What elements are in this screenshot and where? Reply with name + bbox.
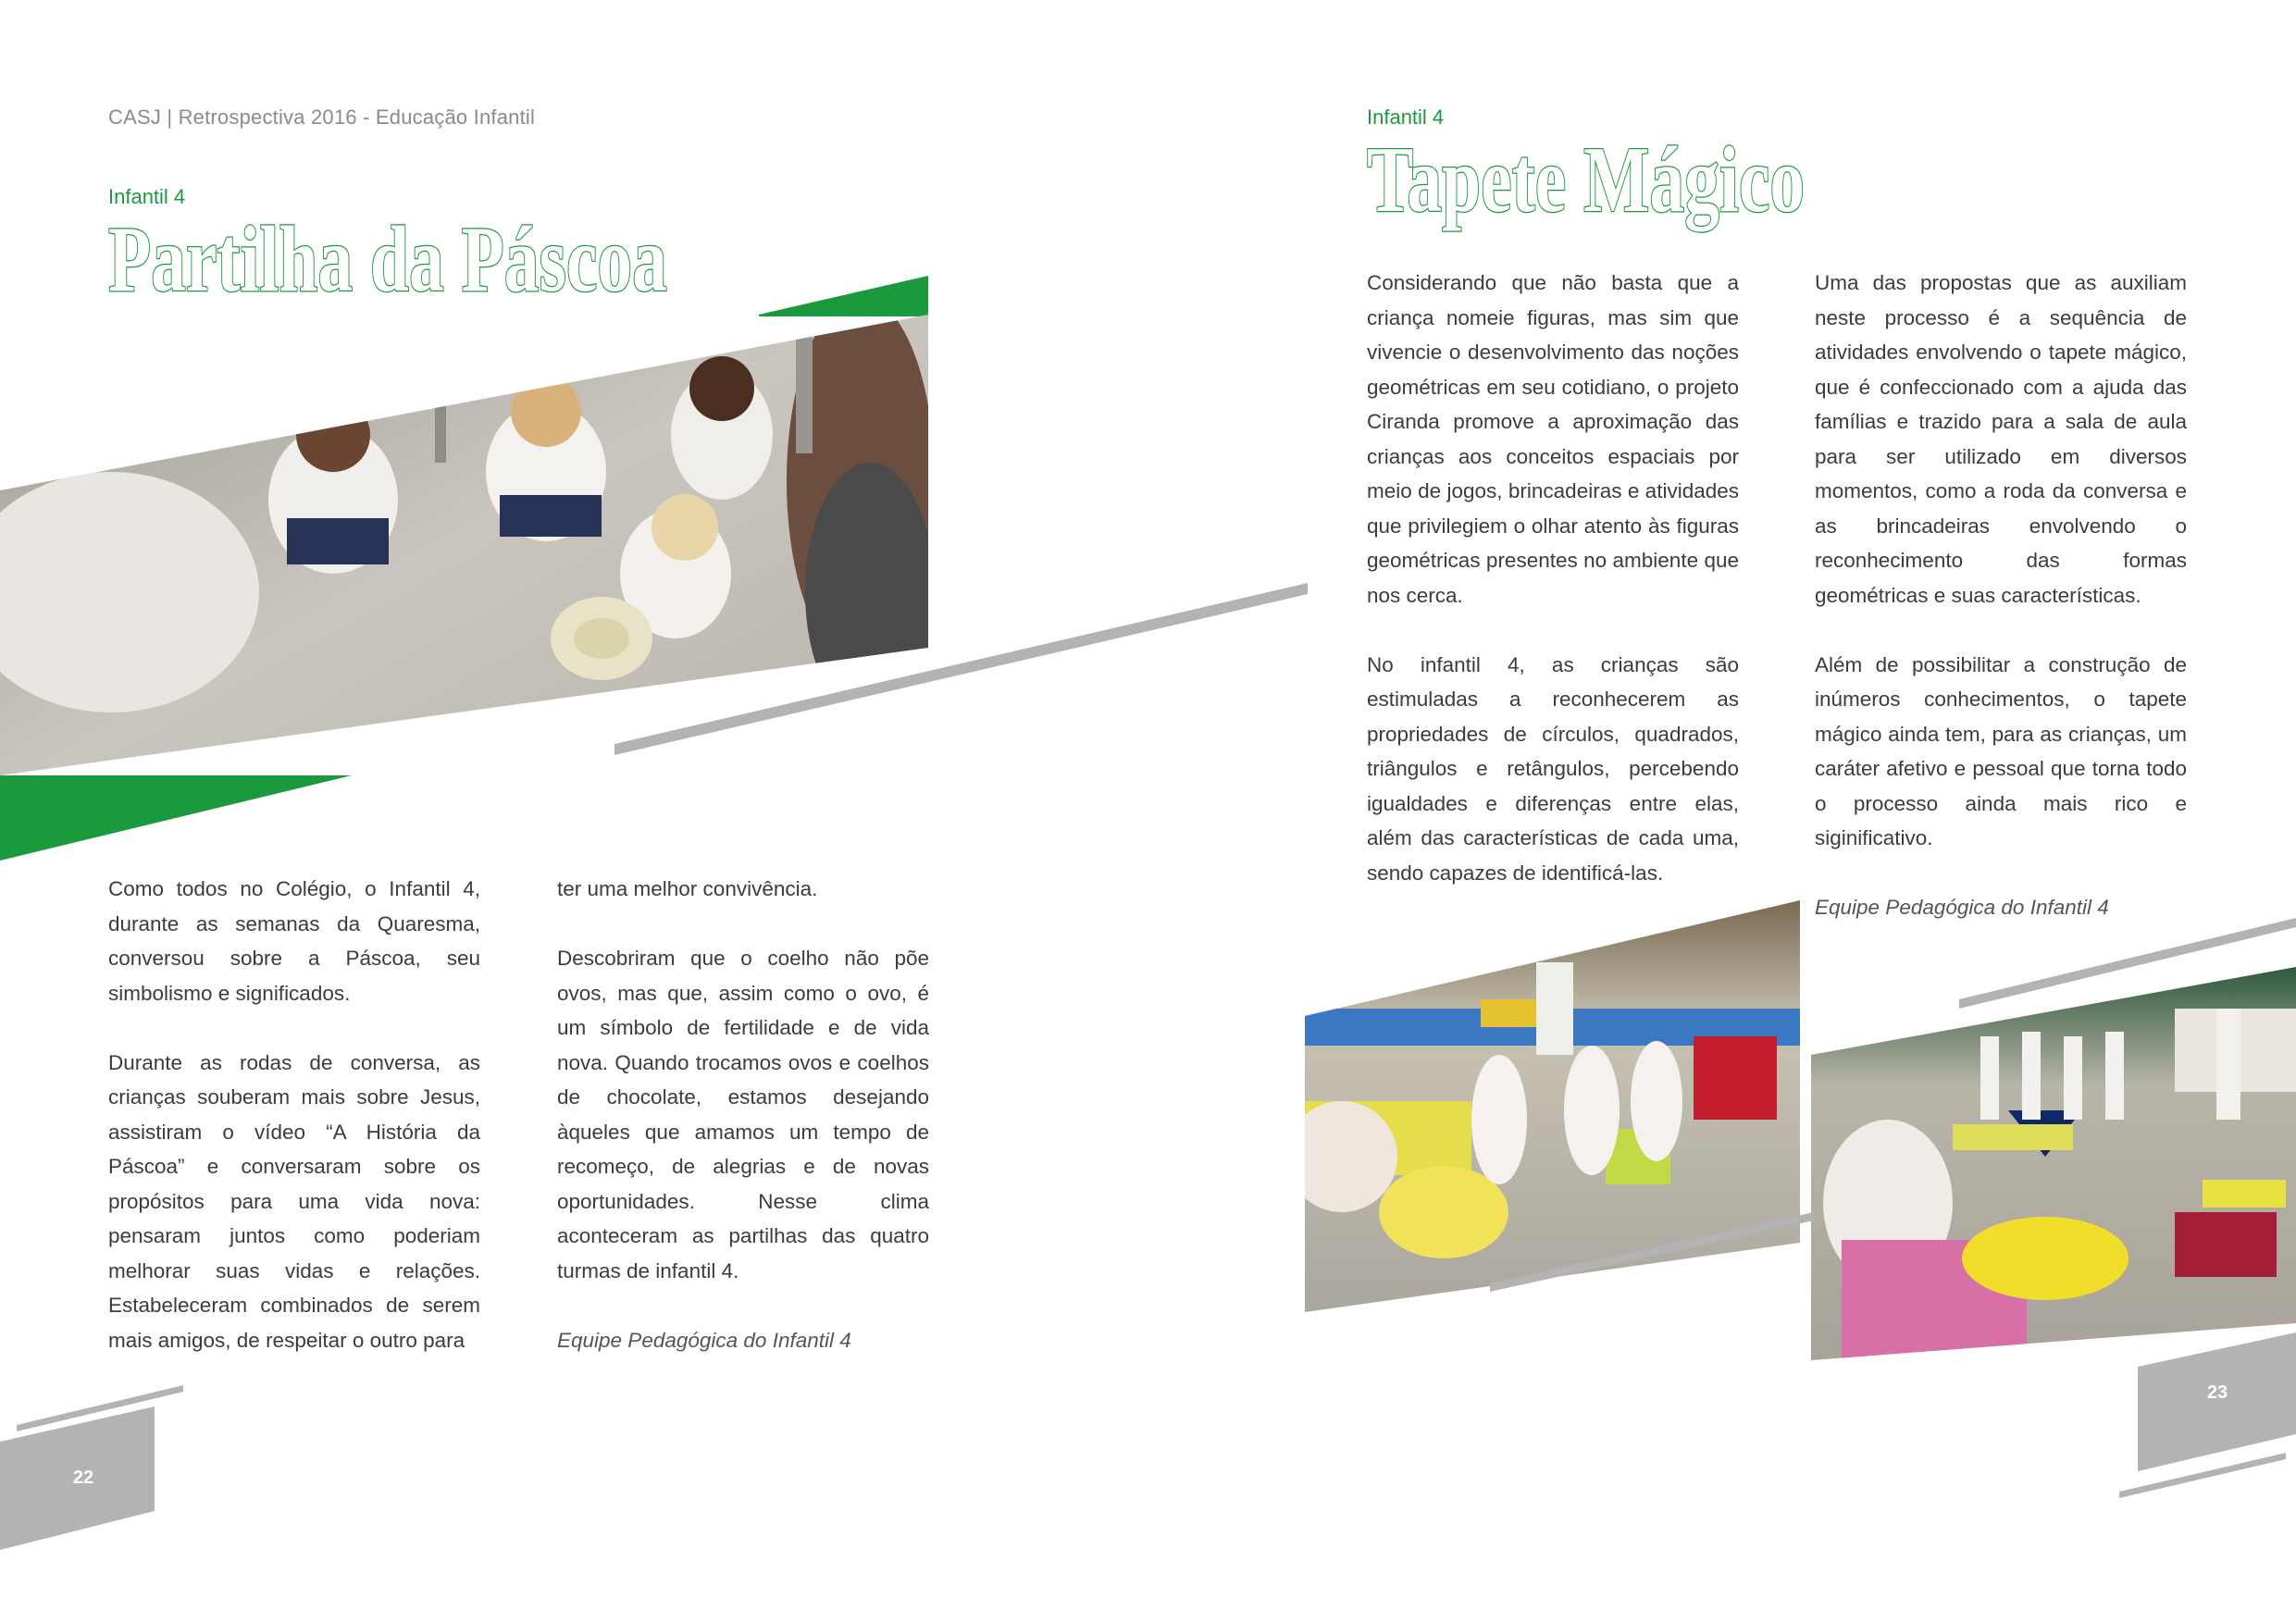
signature: Equipe Pedagógica do Infantil 4 [1815,896,2109,919]
left-kicker: Infantil 4 [108,185,186,208]
green-band-top [759,276,928,316]
magic-rug-photo-2 [1811,967,2296,1365]
right-column-2 [1815,266,2187,925]
right-kicker: Infantil 4 [1367,105,1445,129]
paragraph: No infantil 4, as crianças são estimuladas a reconhecerem as propriedades de círculos, quadrados, triângulos e retângulos, percebendo igualdades e diferenças entre elas, além das características de cada uma, sendo capazes de identificá-las. [1367,652,1739,885]
right-title: Tapete Mágico [1367,128,1806,232]
left-column-2 [557,872,929,1357]
signature: Equipe Pedagógica do Infantil 4 [557,1328,851,1352]
paragraph: Além de possibilitar a construção de inúmeros conhecimentos, o tapete mágico ainda tem, para as crianças, um caráter afetivo e pessoal que torna todo o processo ainda mais rico e siginificativo. [1815,652,2187,849]
paragraph: Descobriram que o coelho não põe ovos, mas que, assim como o ovo, é um símbolo de fertilidade e de vida nova. Quando trocamos ovos e coelhos de chocolate, estamos desejando àqueles que amamos um tempo de recomeço, de alegrias e de novas oportunidades. Nesse clima aconteceram as partilhas das quatro turmas de infantil 4. [557,947,929,1282]
running-header: CASJ | Retrospectiva 2016 - Educação Infantil [108,105,536,129]
paragraph: Uma das propostas que as auxiliam neste processo é a sequência de atividades envolvendo o tapete mágico, que é confeccionado com a ajuda das famílias e trazido para a sala de aula para ser utilizado em diversos momentos, como a roda da conversa e as brincadeiras envolvendo o reconhecimento das formas geométricas e suas características. [1815,271,2187,607]
paragraph: Considerando que não basta que a criança nomeie figuras, mas sim que vivencie o desenvolvimento das noções geométricas em seu cotidiano, o projeto Ciranda promove a aproximação das crianças aos conceitos espaciais por meio de jogos, brincadeiras e atividades que privilegiem o olhar atento às figuras geométricas presentes no ambiente que nos cerca. [1367,271,1739,607]
paragraph: Durante as rodas de conversa, as crianças souberam mais sobre Jesus, assistiram o vídeo “A História da Páscoa” e conversaram sobre os propósitos para uma vida nova: pensaram juntos como poderiam melhorar suas vidas e relações. Estabeleceram combinados de serem mais amigos, de respeitar o outro para [108,1050,480,1352]
left-column-1 [108,872,480,1357]
page-number-right: 23 [2206,1382,2228,1403]
magic-rug-photo-1 [1286,900,1805,1317]
right-column-1 [1367,266,1739,890]
paragraph: ter uma melhor convivência. [557,877,818,900]
page-number-left: 22 [72,1468,94,1488]
paragraph: Como todos no Colégio, o Infantil 4, durante as semanas da Quaresma, conversou sobre a Páscoa, seu simbolismo e significados. [108,877,480,1005]
left-title: Partilha da Páscoa [108,207,667,312]
green-band-bottom [0,775,352,861]
